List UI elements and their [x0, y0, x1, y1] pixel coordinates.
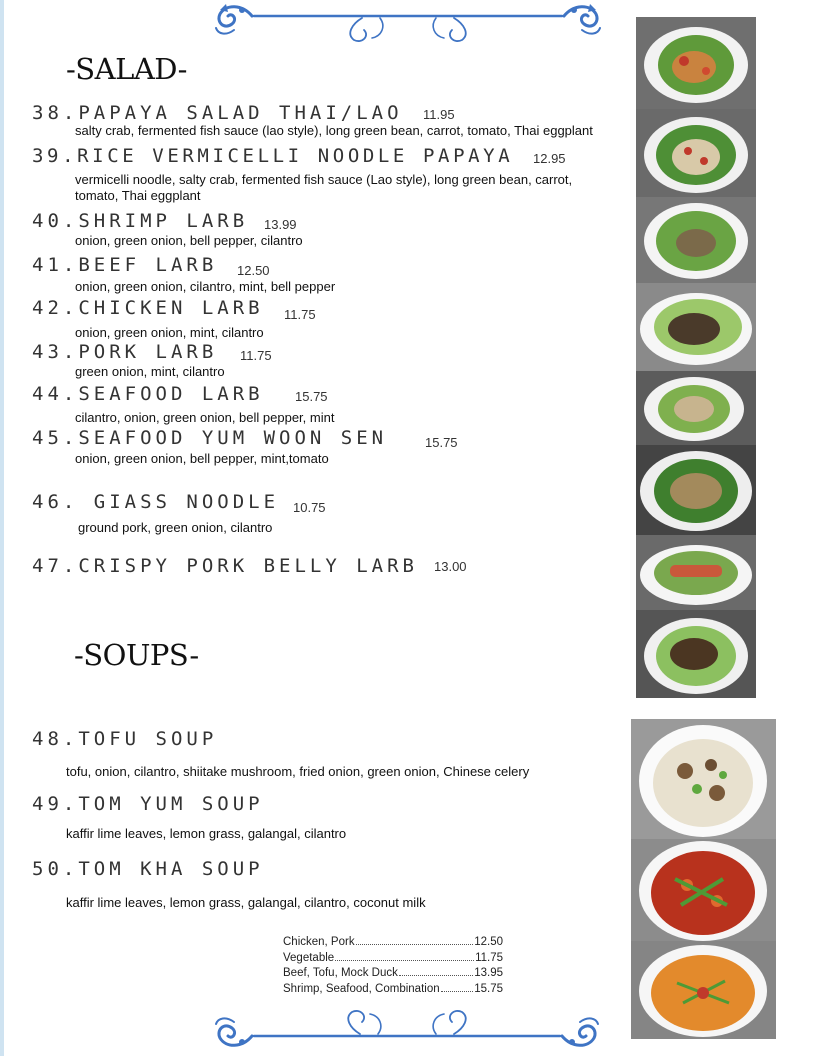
soup-photo — [631, 941, 776, 1039]
menu-item-description: onion, green onion, cilantro, mint, bell pepper — [75, 279, 336, 294]
salad-photo — [636, 283, 756, 371]
menu-item-price: 11.75 — [284, 307, 316, 322]
menu-item-title: 40.SHRIMP LARB — [32, 210, 249, 232]
menu-item-price: 11.95 — [423, 107, 455, 122]
menu-item-description: green onion, mint, cilantro — [75, 364, 225, 379]
menu-item-price: 12.50 — [237, 263, 270, 278]
menu-item-description: vermicelli noodle, salty crab, fermented fish sauce (Lao style), long green bean, carrot, tomato, Thai eggplant — [75, 172, 573, 203]
menu-item-description: cilantro, onion, green onion, bell pepper, mint — [75, 410, 335, 425]
soups-heading: -SOUPS- — [74, 638, 199, 672]
salad-photo — [636, 109, 756, 197]
page-edge — [0, 0, 4, 1056]
soup-photo — [631, 719, 776, 839]
price-row — [283, 983, 503, 999]
menu-item-title: 45.SEAFOOD YUM WOON SEN — [32, 427, 388, 449]
price-row-value: 11.75 — [475, 951, 503, 964]
menu-item-description: kaffir lime leaves, lemon grass, galangal, cilantro — [66, 826, 347, 841]
dot-leader — [441, 991, 474, 992]
menu-item-price: 15.75 — [295, 389, 328, 404]
salad-photo — [636, 535, 756, 610]
soup-price-table — [283, 936, 503, 998]
salad-photo — [636, 197, 756, 283]
menu-item-title: 42.CHICKEN LARB — [32, 297, 264, 319]
dot-leader — [356, 944, 474, 945]
menu-item-description: onion, green onion, mint, cilantro — [75, 325, 264, 340]
dot-leader — [335, 960, 474, 961]
dot-leader — [399, 975, 473, 976]
menu-item-title: 47.CRISPY PORK BELLY LARB — [32, 555, 418, 577]
menu-item-title: 48.TOFU SOUP — [32, 728, 218, 750]
menu-item-title: 39.RICE VERMICELLI NOODLE PAPAYA — [32, 145, 514, 167]
price-row-value: 13.95 — [474, 967, 503, 979]
menu-item-title: 38.PAPAYA SALAD THAI/LAO — [32, 102, 403, 124]
menu-item-price: 10.75 — [293, 500, 326, 515]
menu-item-price: 13.99 — [264, 217, 297, 232]
price-row-value: 15.75 — [474, 982, 503, 995]
price-row — [283, 967, 503, 983]
price-row-label: Shrimp, Seafood, Combination — [283, 982, 440, 995]
menu-item-price: 15.75 — [425, 435, 458, 450]
ornament-bottom-icon — [210, 1008, 604, 1056]
menu-item-description: onion, green onion, bell pepper, mint,tomato — [75, 451, 329, 466]
menu-item-title: 46. GIASS NOODLE — [32, 491, 280, 513]
menu-item-title: 49.TOM YUM SOUP — [32, 793, 264, 815]
salad-heading: -SALAD- — [66, 52, 187, 86]
menu-item-title: 41.BEEF LARB — [32, 254, 218, 276]
salad-photo — [636, 17, 756, 109]
menu-item-price: 12.95 — [533, 151, 566, 166]
menu-item-price: 11.75 — [240, 348, 272, 363]
salad-photo — [636, 445, 756, 535]
ornament-top-icon — [212, 0, 604, 44]
price-row — [283, 936, 503, 952]
soup-photo — [631, 839, 776, 941]
menu-item-price: 13.00 — [434, 559, 467, 574]
salad-photo — [636, 610, 756, 698]
price-row-label: Beef, Tofu, Mock Duck — [283, 967, 398, 979]
menu-item-description: onion, green onion, bell pepper, cilantro — [75, 233, 303, 248]
menu-item-title: 43.PORK LARB — [32, 341, 218, 363]
menu-item-description: ground pork, green onion, cilantro — [78, 520, 273, 535]
menu-item-description: salty crab, fermented fish sauce (lao style), long green bean, carrot, tomato, Thai eggplant — [75, 123, 593, 138]
menu-item-title: 44.SEAFOOD LARB — [32, 383, 264, 405]
menu-item-description: tofu, onion, cilantro, shiitake mushroom, fried onion, green onion, Chinese celery — [66, 764, 530, 779]
menu-item-description: kaffir lime leaves, lemon grass, galangal, cilantro, coconut milk — [66, 895, 426, 910]
price-row-label: Chicken, Pork — [283, 936, 355, 948]
price-row — [283, 952, 503, 968]
salad-photo — [636, 371, 756, 445]
price-row-value: 12.50 — [474, 936, 503, 948]
price-row-label: Vegetable — [283, 951, 335, 964]
menu-item-title: 50.TOM KHA SOUP — [32, 858, 264, 880]
